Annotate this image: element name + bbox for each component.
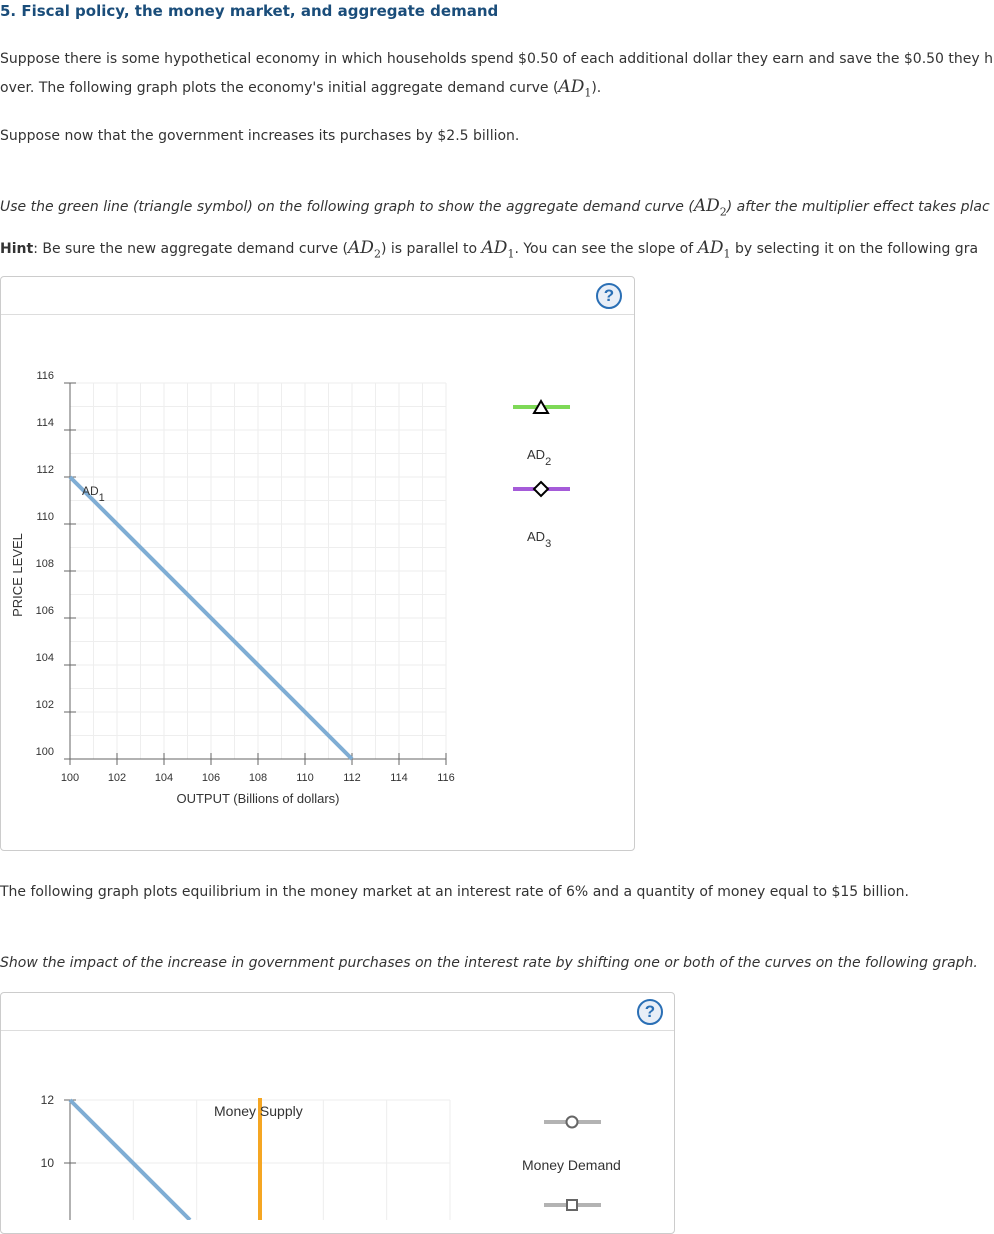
x-tick-label: 104 — [154, 772, 174, 784]
y-tick-label: 106 — [35, 605, 54, 617]
help-icon[interactable]: ? — [596, 283, 622, 309]
x-tick-label: 108 — [248, 772, 268, 784]
y-tick-label: 108 — [35, 558, 54, 570]
x-tick-label: 106 — [201, 772, 221, 784]
money-market-text: The following graph plots equilibrium in the money market at an interest rate of 6% and a quantity of money equal to $15 billion. — [0, 884, 909, 900]
y-tick-label: 104 — [35, 652, 54, 664]
intro-line-2: over. The following graph plots the economy's initial aggregate demand curve $(AD_1)$. — [0, 77, 602, 100]
y-tick-label: 100 — [35, 746, 54, 758]
x-tick-label: 116 — [437, 772, 455, 784]
money-graph-header — [1, 993, 674, 1031]
x-tick-label: 110 — [296, 772, 314, 784]
instruction-text: Use the green line (triangle symbol) on the following graph to show the aggregate demand curve $(AD_2)$ after the multiplier effect takes plac — [0, 196, 990, 219]
ad-graph-ticks — [36, 370, 455, 784]
y-tick-label: 102 — [35, 699, 54, 711]
help-icon[interactable]: ? — [637, 999, 663, 1025]
y-tick-label: 114 — [36, 417, 54, 429]
page-title: 5. Fiscal policy, the money market, and aggregate demand — [0, 2, 499, 20]
y-tick-label: 12 — [40, 1093, 54, 1107]
x-tick-label: 112 — [343, 772, 361, 784]
x-tick-label: 114 — [390, 772, 408, 784]
gov-purchase-text: Suppose now that the government increases its purchases by $2.5 billion. — [0, 128, 520, 144]
y-axis-label: PRICE LEVEL — [10, 533, 25, 617]
x-axis-label: OUTPUT (Billions of dollars) — [176, 791, 340, 806]
diamond-icon — [534, 482, 548, 496]
money-demand-curve[interactable] — [70, 1100, 190, 1220]
money-demand-tool[interactable] — [522, 1117, 621, 1211]
money-graph-ticks — [41, 1093, 76, 1170]
x-tick-label: 100 — [60, 772, 80, 784]
ad1-curve-label: AD1 — [82, 484, 105, 504]
ad3-tool[interactable] — [513, 482, 570, 550]
square-icon — [567, 1200, 577, 1210]
show-impact-text: Show the impact of the increase in government purchases on the interest rate by shifting one or both of the curves on the following graph. — [0, 955, 978, 971]
y-tick-label: 10 — [40, 1156, 54, 1170]
ad2-tool-label: $AD_2$ — [527, 447, 552, 468]
y-tick-label: 116 — [36, 370, 54, 382]
ad-graph[interactable] — [0, 310, 633, 850]
circle-icon — [567, 1117, 578, 1128]
y-tick-label: 110 — [36, 511, 54, 523]
x-tick-label: 102 — [107, 772, 127, 784]
ad3-tool-label: $AD_3$ — [527, 529, 552, 550]
money-demand-tool-label: Money Demand — [522, 1157, 621, 1173]
hint-text: Hint: Be sure the new aggregate demand curve $(AD_2)$ is parallel to $AD_1$. You can see the slope of $AD_1$ by selecting it on the following gra — [0, 238, 979, 261]
intro-line-1: Suppose there is some hypothetical economy in which households spend $0.50 of each additional dollar they earn and save the $0.50 they h — [0, 51, 994, 67]
y-tick-label: 112 — [36, 464, 54, 476]
money-supply-label: Money Supply — [214, 1103, 303, 1119]
money-market-graph[interactable] — [0, 1030, 673, 1220]
ad-graph-grid — [70, 383, 446, 759]
ad2-tool[interactable] — [513, 401, 570, 468]
